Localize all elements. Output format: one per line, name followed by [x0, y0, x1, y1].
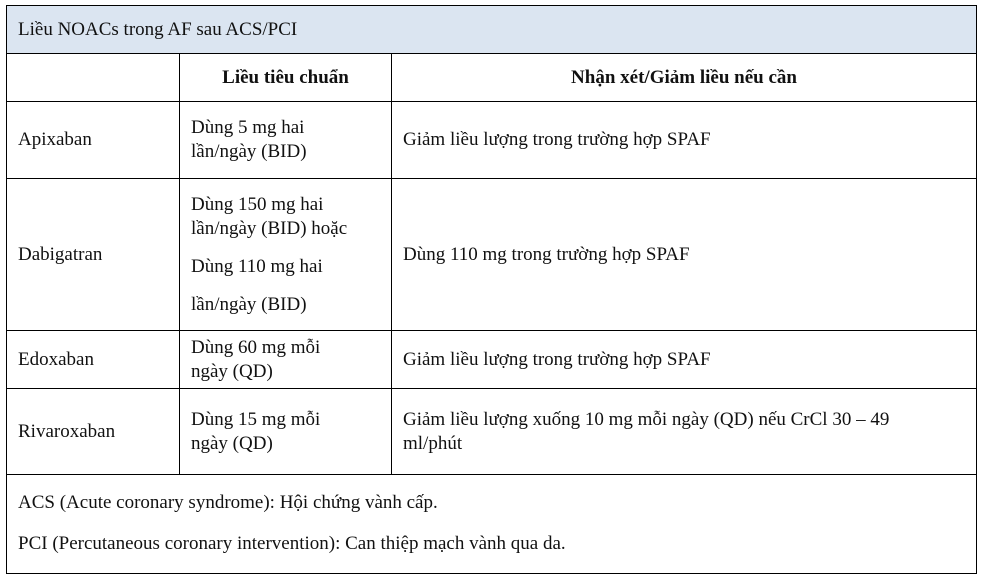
dose-line: ngày (QD) [191, 432, 273, 454]
header-standard-dose: Liều tiêu chuẩn [180, 54, 392, 101]
dose-line: Dùng 15 mg mỗi [191, 408, 321, 430]
dose-line: lần/ngày (BID) [191, 293, 307, 315]
table-row [7, 331, 976, 389]
drug-name: Apixaban [18, 129, 92, 150]
note-cell [392, 102, 976, 178]
dose-cell [180, 389, 392, 474]
note-cell [392, 179, 976, 330]
dose-cell [180, 331, 392, 388]
dose-line: Dùng 5 mg hai [191, 117, 305, 138]
note-line: Dùng 110 mg trong trường hợp SPAF [403, 243, 690, 265]
table-row [7, 179, 976, 331]
table-title: Liều NOACs trong AF sau ACS/PCI [7, 6, 976, 54]
note-line: Giảm liều lượng trong trường hợp SPAF [403, 348, 711, 370]
drug-name-cell [7, 102, 180, 178]
note-line: Giảm liều lượng xuống 10 mg mỗi ngày (QD) nếu CrCl 30 – 49 [403, 408, 890, 430]
drug-name-cell [7, 389, 180, 474]
noac-dosing-table [6, 5, 977, 574]
drug-name-cell [7, 179, 180, 330]
header-cell-empty [7, 54, 180, 101]
note-cell [392, 331, 976, 388]
footnote-acs: ACS (Acute coronary syndrome): Hội chứng vành cấp. [18, 492, 438, 513]
table-row [7, 102, 976, 179]
drug-name: Dabigatran [18, 243, 103, 265]
dose-line: Dùng 150 mg hai [191, 193, 324, 215]
drug-name: Edoxaban [18, 348, 94, 370]
table-header-row [7, 54, 976, 102]
dose-cell [180, 179, 392, 330]
dose-line: ngày (QD) [191, 360, 273, 382]
dose-line: lần/ngày (BID) [191, 141, 307, 162]
drug-name-cell [7, 331, 180, 388]
footnote-pci: PCI (Percutaneous coronary intervention): Can thiệp mạch vành qua da. [18, 533, 566, 554]
table-row [7, 389, 976, 475]
note-line: Giảm liều lượng trong trường hợp SPAF [403, 129, 711, 150]
note-cell [392, 389, 976, 474]
drug-name: Rivaroxaban [18, 420, 116, 442]
dose-line: Dùng 60 mg mỗi [191, 336, 321, 358]
dose-line: Dùng 110 mg hai [191, 255, 323, 277]
header-remarks: Nhận xét/Giảm liều nếu cần [571, 66, 797, 88]
dose-cell [180, 102, 392, 178]
dose-line: lần/ngày (BID) hoặc [191, 217, 348, 239]
note-line: ml/phút [403, 432, 463, 454]
